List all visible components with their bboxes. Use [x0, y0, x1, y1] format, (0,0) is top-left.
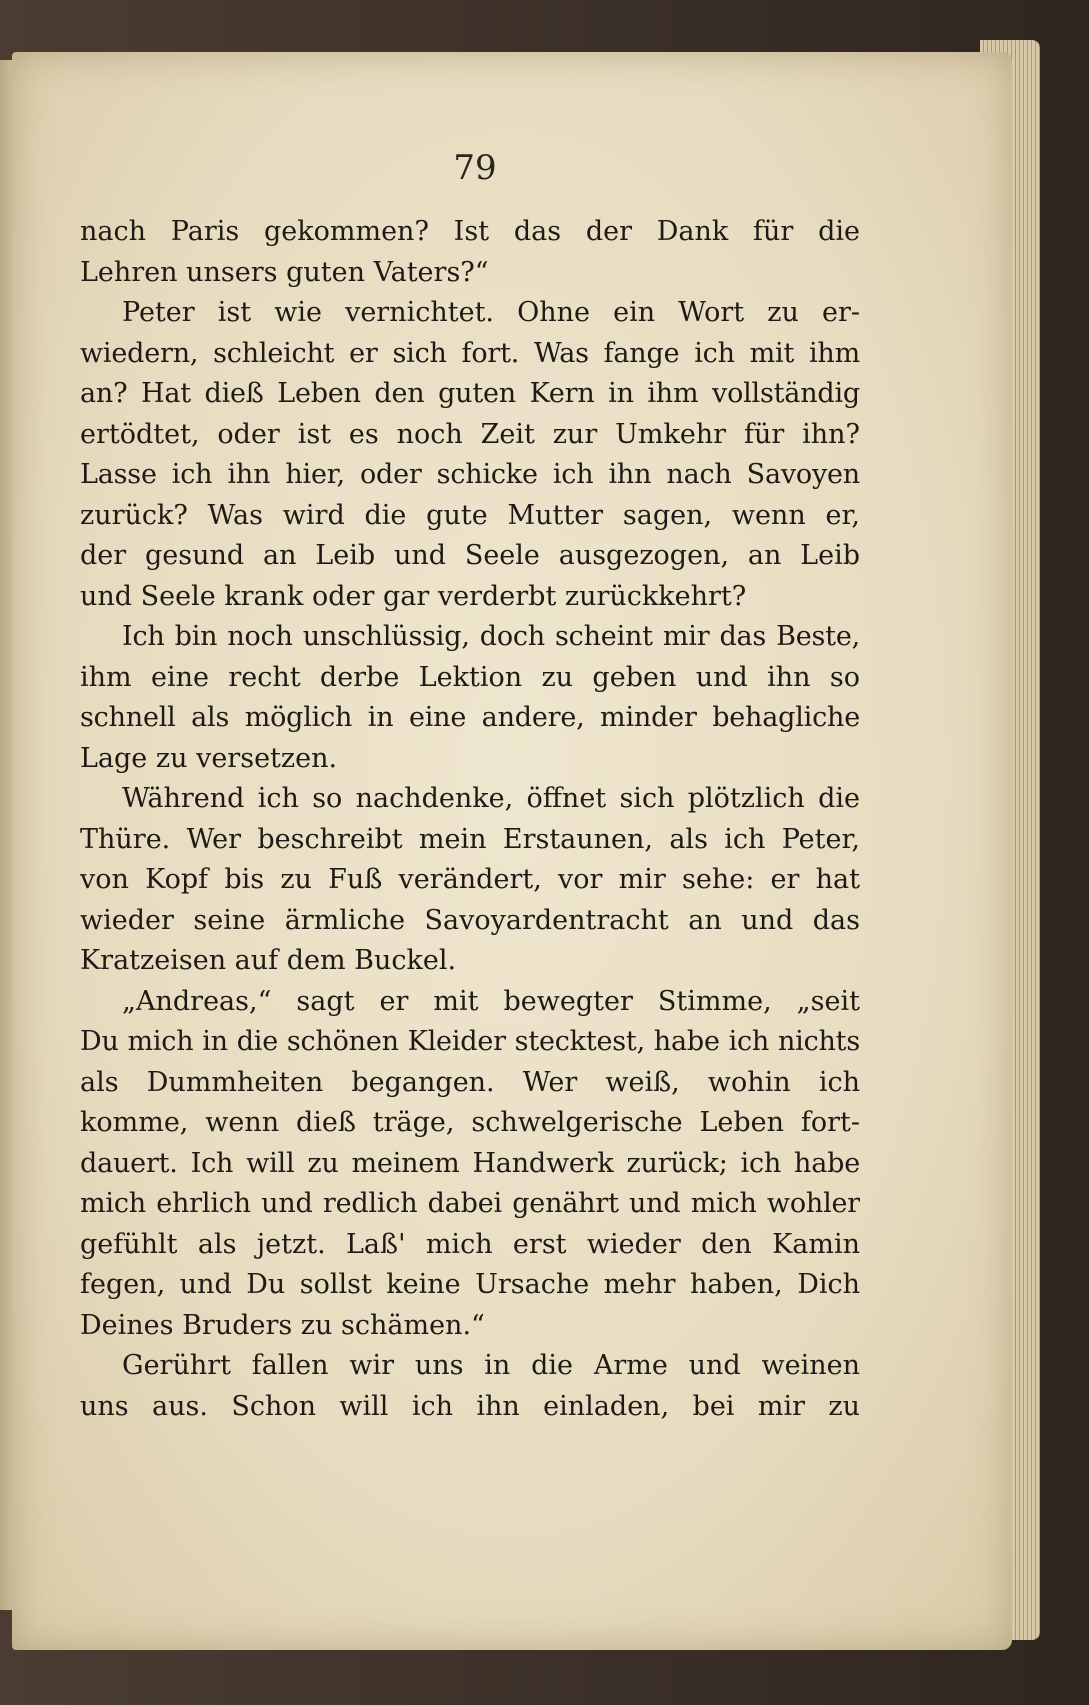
text-line: uns aus. Schon will ich ihn einladen, bei mir zu: [80, 1390, 860, 1422]
text-line: gefühlt als jetzt. Laß' mich erst wieder den Kamin: [80, 1228, 860, 1260]
text-line: dauert. Ich will zu meinem Handwerk zurück; ich habe: [80, 1147, 860, 1179]
text-line: fegen, und Du sollst keine Ursache mehr haben, Dich: [80, 1269, 860, 1300]
page-number: 79: [453, 148, 497, 188]
text-line: Lasse ich ihn hier, oder schicke ich ihn nach Savoyen: [80, 459, 860, 490]
text-line: Du mich in die schönen Kleider stecktest, habe ich nichts: [80, 1026, 860, 1057]
text-line: wieder seine ärmliche Savoyardentracht an und das: [80, 904, 860, 936]
text-line: von Kopf bis zu Fuß verändert, vor mir sehe: er hat: [80, 864, 860, 895]
text-line: „Andreas,“ sagt er mit bewegter Stimme, „seit: [122, 985, 860, 1017]
text-line: Thüre. Wer beschreibt mein Erstaunen, als ich Peter,: [80, 823, 860, 855]
text-line: Ich bin noch unschlüssig, doch scheint mir das Beste,: [122, 621, 860, 652]
text-line: als Dummheiten begangen. Wer weiß, wohin ich: [80, 1066, 860, 1098]
text-line: an? Hat dieß Leben den guten Kern in ihm vollständig: [80, 378, 860, 409]
text-line: schnell als möglich in eine andere, minder behagliche: [80, 702, 860, 733]
text-line: Deines Bruders zu schämen.“: [80, 1309, 485, 1341]
text-line: Gerührt fallen wir uns in die Arme und weinen: [122, 1350, 860, 1381]
body-text: [80, 212, 860, 1427]
text-line: mich ehrlich und redlich dabei genährt und mich wohler: [80, 1188, 860, 1219]
text-line: Kratzeisen auf dem Buckel.: [80, 945, 457, 976]
text-line: zurück? Was wird die gute Mutter sagen, wenn er,: [80, 499, 860, 531]
text-line: Während ich so nachdenke, öffnet sich plötzlich die: [122, 783, 860, 814]
text-line: Lage zu versetzen.: [80, 742, 338, 774]
text-line: und Seele krank oder gar verderbt zurückkehrt?: [80, 580, 747, 612]
text-line: nach Paris gekommen? Ist das der Dank für die: [80, 216, 860, 247]
text-line: ertödtet, oder ist es noch Zeit zur Umkehr für ihn?: [80, 418, 860, 450]
text-line: der gesund an Leib und Seele ausgezogen, an Leib: [80, 540, 860, 571]
text-line: Lehren unsers guten Vaters?“: [80, 256, 489, 288]
text-line: komme, wenn dieß träge, schwelgerische Leben fort-: [80, 1107, 860, 1138]
text-line: ihm eine recht derbe Lektion zu geben und ihn so: [80, 661, 860, 693]
text-line: Peter ist wie vernichtet. Ohne ein Wort zu er-: [122, 297, 860, 328]
text-line: wiedern, schleicht er sich fort. Was fange ich mit ihm: [80, 337, 860, 369]
